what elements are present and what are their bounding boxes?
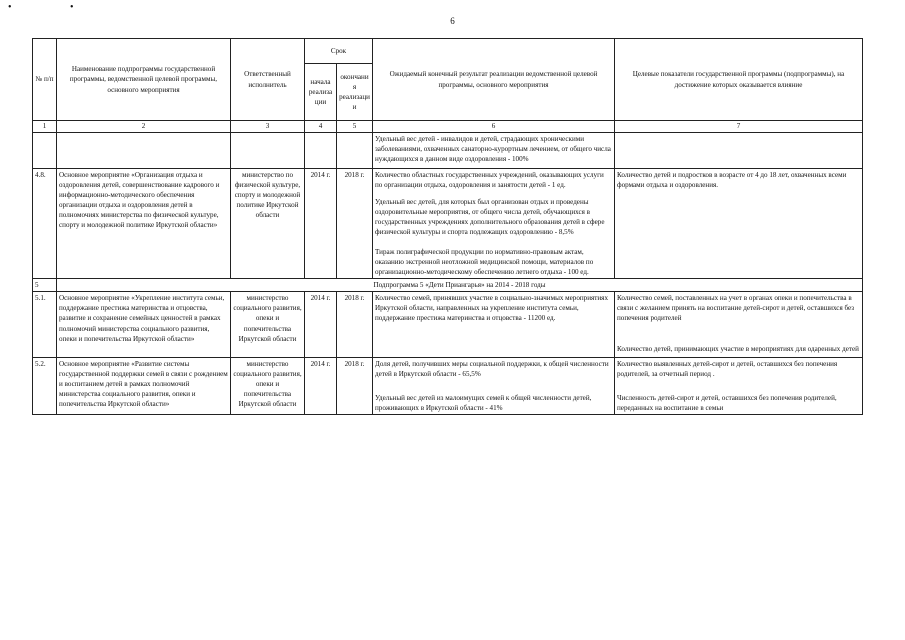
cont-result: Удельный вес детей - инвалидов и детей, страдающих хроническими заболеваниями, охваченных санаторно-курортным лечением, от общего числа нуждающихся в данном виде оздоровления - 100%	[373, 132, 615, 168]
colnum-6: 6	[373, 121, 615, 133]
column-number-row	[33, 121, 863, 133]
indicator-paragraph: Количество детей, принимающих участие в мероприятиях для одаренных детей	[617, 344, 859, 353]
row-end: 2018 г.	[337, 168, 373, 279]
row-result: Количество семей, принявших участие в социально-значимых мероприятиях Иркутской области, направленных на укрепление института семьи, поддержание престижа материнства и отцовства - 11200 ед.	[373, 292, 615, 357]
row-result	[373, 168, 615, 279]
result-paragraph: Удельный вес детей из малоимущих семей к общей численности детей, проживающих в Иркутской области - 41%	[375, 393, 592, 412]
header-end: окончания реализации	[337, 64, 373, 121]
row-name: Основное мероприятие «Развитие системы государственной поддержки семей в связи с рождением и воспитанием детей в рамках полномочий министерства социального развития, опеки и попечительства Иркутской области»	[57, 357, 231, 414]
section-title: Подпрограмма 5 «Дети Приангарья» на 2014 - 2018 годы	[57, 279, 863, 292]
row-indicator	[615, 292, 863, 357]
table-row-5-2	[33, 357, 863, 414]
header-result: Ожидаемый конечный результат реализации ведомственной целевой программы, основного мероприятия	[373, 39, 615, 121]
row-num: 5.1.	[33, 292, 57, 357]
header-num: № п/п	[33, 39, 57, 121]
program-table	[32, 38, 863, 415]
colnum-1: 1	[33, 121, 57, 133]
row-responsible: министерство по физической культуре, спорту и молодежной политике Иркутской области	[231, 168, 305, 279]
header-row	[33, 39, 863, 64]
indicator-paragraph: Количество выявленных детей-сирот и детей, оставшихся без попечения родителей, за отчетный период .	[617, 359, 838, 378]
header-name: Наименование подпрограммы государственной программы, ведомственной целевой программы, основного мероприятия	[57, 39, 231, 121]
row-name: Основное мероприятие «Организация отдыха и оздоровления детей, совершенствование кадрового и информационно-методического обеспечения организации отдыха и оздоровления детей в полномочиях министерства по физической культуре, спорту и молодежной политике Иркутской области»	[57, 168, 231, 279]
row-result	[373, 357, 615, 414]
result-paragraph: Тираж полиграфической продукции по нормативно-правовым актам, оказанию экстренной неотложной медицинской помощи, материалов по организационно-методическому обеспечению летнего отдыха - 100 ед.	[375, 248, 594, 277]
colnum-3: 3	[231, 121, 305, 133]
header-responsible: Ответственный исполнитель	[231, 39, 305, 121]
result-paragraph: Количество областных государственных учреждений, оказывающих услуги по организации отдыха, оздоровления и занятости детей - 1 ед.	[375, 170, 604, 189]
row-start: 2014 г.	[305, 357, 337, 414]
row-num: 5.2.	[33, 357, 57, 414]
scan-dots: • •	[8, 2, 102, 13]
row-responsible: министерство социального развития, опеки и попечительства Иркутской области	[231, 292, 305, 357]
section-num: 5	[33, 279, 57, 292]
section-row-5	[33, 279, 863, 292]
row-end: 2018 г.	[337, 292, 373, 357]
table-row-continuation	[33, 132, 863, 168]
row-name: Основное мероприятие «Укрепление института семьи, поддержание престижа материнства и отцовства, развитие и сохранение семейных ценностей в рамках полномочий министерства социального развития, опеки и попечительства Иркутской области»	[57, 292, 231, 357]
result-paragraph: Доля детей, получивших меры социальной поддержки, к общей численности детей в Иркутской области - 65,5%	[375, 359, 609, 378]
row-indicator	[615, 357, 863, 414]
header-term: Срок	[305, 39, 373, 64]
result-paragraph: Удельный вес детей, для которых был организован отдых и проведены оздоровительные мероприятия, от общего числа детей, обучающихся в государственных учреждениях дополнительного образования детей в сфере физической культуры и спорта подлежащих оздоровлению - 8,5%	[375, 197, 605, 236]
colnum-7: 7	[615, 121, 863, 133]
indicator-paragraph: Численность детей-сирот и детей, оставшихся без попечения родителей, переданных на воспитание в семьи	[617, 393, 837, 412]
colnum-2: 2	[57, 121, 231, 133]
indicator-paragraph: Количество семей, поставленных на учет в органах опеки и попечительства в связи с желанием принять на воспитание детей-сирот и детей, оставшихся без попечения родителей	[617, 294, 855, 323]
row-num: 4.8.	[33, 168, 57, 279]
header-start: начала реализации	[305, 64, 337, 121]
colnum-4: 4	[305, 121, 337, 133]
header-indicators: Целевые показатели государственной программы (подпрограммы), на достижение которых оказывается влияние	[615, 39, 863, 121]
row-indicator: Количество детей и подростков в возрасте от 4 до 18 лет, охваченных всеми формами отдыха и оздоровления.	[615, 168, 863, 279]
colnum-5: 5	[337, 121, 373, 133]
table-row-5-1	[33, 292, 863, 357]
row-start: 2014 г.	[305, 168, 337, 279]
page-number: 6	[450, 16, 455, 26]
row-responsible: министерство социального развития, опеки и попечительства Иркутской области	[231, 357, 305, 414]
row-start: 2014 г.	[305, 292, 337, 357]
row-end: 2018 г.	[337, 357, 373, 414]
table-row-4-8	[33, 168, 863, 279]
